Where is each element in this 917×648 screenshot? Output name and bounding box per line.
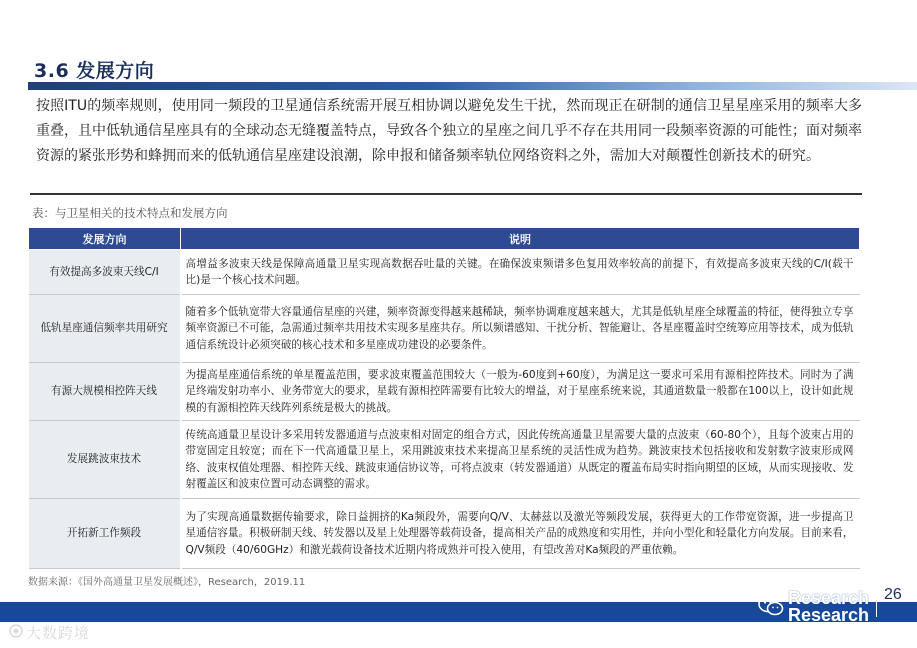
direction-cell: 开拓新工作频段 <box>29 499 181 569</box>
description-cell: 随着多个低轨宽带大容量通信星座的兴建，频率资源变得越来越稀缺，频率协调难度越来越大，尤其是低轨星座全球覆盖的特征，使得独立专享频率资源已不可能，急需通过频率共用技术实现多星座共存。所以频谱感知、干扰分析、智能避让、各星座覆盖时空统筹应用等技术，成为低轨通信系统设计必须突破的核心技术和多星座成功建设的必要条件。 <box>181 295 860 363</box>
table-row <box>29 250 860 295</box>
wechat-icon <box>758 595 784 617</box>
description-cell: 为提高星座通信系统的单星覆盖范围，要求波束覆盖范围较大（一般为-60度到+60度），为满足这一要求可采用有源相控阵技术。同时为了满足终端发射功率小、业务带宽大的要求，星载有源相控阵需要有比较大的增益，对于星座系统来说，其通道数量一般都在100以上，设计如此规模的有源相控阵天线阵列系统是极大的挑战。 <box>181 363 860 421</box>
description-cell: 为了实现高通量数据传输要求，除日益拥挤的Ka频段外，需要向Q/V、太赫兹以及激光等频段发展，获得更大的工作带宽资源，进一步提高卫星通信容量。积极研制天线、转发器以及星上处理器等载荷设备，提高相关产品的成熟度和实用性，并向小型化和轻量化方向发展。目前来看，Q/V频段（40/60GHz）和激光载荷设备技术近期内将成熟并可投入使用，有望改善对Ka频段的严重依赖。 <box>181 499 860 569</box>
watermark-text: 大数跨境 <box>26 624 91 642</box>
section-title: 3.6 发展方向 <box>34 60 155 82</box>
title-underline-bar <box>28 82 917 90</box>
table-caption: 表：与卫星相关的技术特点和发展方向 <box>32 206 228 220</box>
table-row <box>29 421 860 499</box>
table-row <box>29 295 860 363</box>
column-header-description: 说明 <box>181 228 860 250</box>
direction-cell: 低轨星座通信频率共用研究 <box>29 295 181 363</box>
tech-direction-table <box>28 227 860 569</box>
direction-cell: 有源大规模相控阵天线 <box>29 363 181 421</box>
description-cell: 高增益多波束天线是保障高通量卫星实现高数据吞吐量的关键。在确保波束频谱多色复用效率较高的前提下，有效提高多波束天线的C/I(载干比)是一个核心技术问题。 <box>181 250 860 295</box>
intro-paragraph: 按照ITU的频率规则，使用同一频段的卫星通信系统需开展互相协调以避免发生干扰，然而现正在研制的通信卫星星座采用的频率大多重叠，且中低轨通信星座具有的全球动态无缝覆盖特点，导致各个独立的星座之间几乎不存在共用同一段频率资源的可能性；面对频率资源的紧张形势和蜂拥而来的低轨通信星座建设浪潮，除申报和储备频率轨位网络资料之外，需加大对颠覆性创新技术的研究。 <box>36 98 862 164</box>
table-row <box>29 499 860 569</box>
table-header-row <box>29 228 860 250</box>
page-number: 26 <box>884 586 902 603</box>
brand-line-1: Research <box>788 588 870 608</box>
direction-cell: 发展跳波束技术 <box>29 421 181 499</box>
watermark-logo-icon <box>8 624 24 638</box>
brand-logo-text <box>788 590 869 624</box>
page-number-separator <box>876 587 877 617</box>
data-source-note: 数据来源：《国外高通量卫星发展概述》，Research，2019.11 <box>28 577 306 588</box>
divider <box>30 193 862 195</box>
description-cell: 传统高通量卫星设计多采用转发器通道与点波束相对固定的组合方式，因此传统高通量卫星需要大量的点波束（60-80个），且每个波束占用的带宽固定且较宽；而在下一代高通量卫星上，采用跳波束技术来提高卫星系统的灵活性成为趋势。跳波束技术包括接收和发射数字波束形成网络、波束权值处理器、相控阵天线、跳波束通信协议等，可将点波束（转发器通道）从既定的覆盖布局实时指向期望的区域，从而实现接收、发射覆盖区和波束位置可动态调整的需求。 <box>181 421 860 499</box>
direction-cell: 有效提高多波束天线C/I <box>29 250 181 295</box>
table-row <box>29 363 860 421</box>
brand-line-2: Research <box>788 605 870 625</box>
column-header-direction: 发展方向 <box>29 228 181 250</box>
